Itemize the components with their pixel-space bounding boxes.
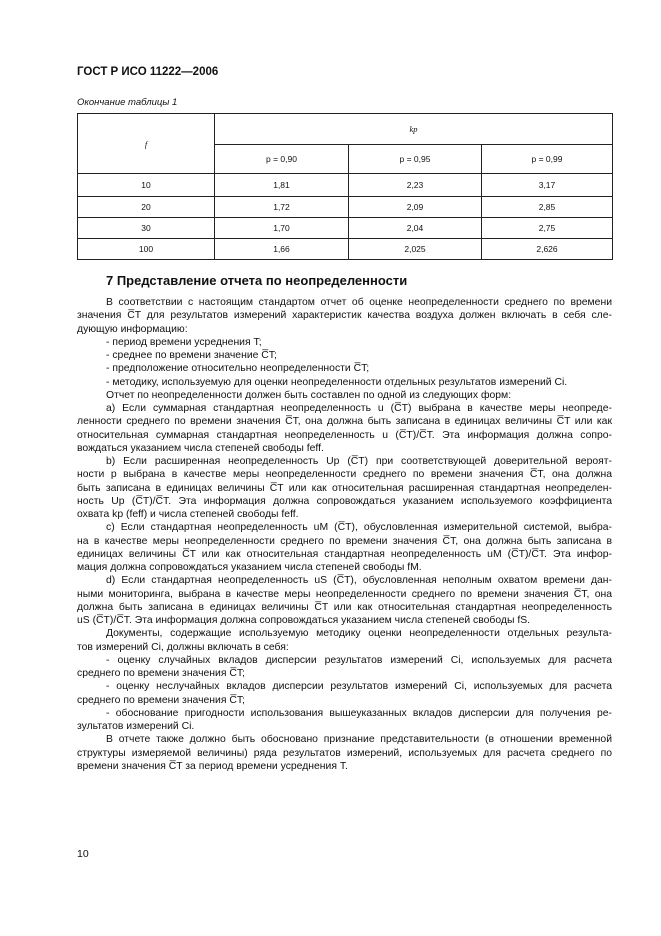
table-cell: 30 [78, 218, 215, 239]
text-line: d) Если стандартная неопределенность uS (C̅T), обусловленная неполным охватом времени дан- [106, 575, 612, 587]
text-line: a) Если суммарная стандартная неопределенность u (C̅T) выбрана в качестве меры неопреде- [106, 403, 612, 414]
text-line: среднего по времени значения C̅T; [77, 694, 245, 706]
text-line: - оценку неслучайных вкладов дисперсии результатов измерений Ci, используемых для расчета [106, 681, 612, 693]
text-line: среднего по времени значения C̅T; [77, 668, 245, 679]
text-line: единицах величины C̅T или как относительная стандартная неопределенность uM (C̅T)/C̅T. Эта инфор- [77, 548, 612, 560]
table-row [78, 174, 613, 197]
page-number: 10 [77, 848, 89, 860]
text-line: дующую информацию: [77, 323, 188, 335]
text-line: uS (C̅T)/C̅T. Эта информация должна сопровождаться указанием числа степеней свободы fS. [77, 615, 531, 626]
text-line: - период времени усреднения T; [106, 336, 262, 348]
table-cell: 2,85 [482, 197, 613, 218]
document-header: ГОСТ Р ИСО 11222—2006 [77, 66, 219, 78]
text-line: на в качестве меры неопределенности среднего по времени значения C̅T, она должна быть записана в [77, 535, 612, 547]
table-cell: 2,23 [349, 174, 482, 197]
text-line: охвата kp (feff) и числа степеней свободы feff. [77, 509, 299, 520]
text-line: В отчете также должно быть обосновано признание представительности (в отношении временной [106, 734, 612, 746]
text-line: - предположение относительно неопределенности C̅T; [106, 363, 370, 375]
text-line: быть записана в единицах величины C̅T или как относительная расширенная стандартная неопределен- [77, 482, 612, 494]
text-line: ности p выбрана в качестве меры неопределенности среднего по времени значения C̅T, она должна [77, 469, 612, 481]
header-f: f [78, 114, 215, 174]
text-line: структуры измеряемой величины) ряда результатов измерений, используемых для расчета среднего по [77, 747, 612, 759]
text-line: ными мониторинга, выбрана в качестве меры неопределенности среднего по времени значения C̅T, она [77, 588, 612, 600]
header-p95: p = 0,95 [349, 145, 482, 174]
table-cell: 1,70 [215, 218, 349, 239]
table-row [78, 218, 613, 239]
table-cell: 2,75 [482, 218, 613, 239]
text-line: ленности среднего по времени значения C̅T, она должна быть записана в единицах величины C̅T или как [77, 416, 612, 428]
text-line: зультатов измерений Ci. [77, 721, 195, 732]
table-row [78, 197, 613, 218]
table-cell: 20 [78, 197, 215, 218]
text-line: времени значения C̅T за период времени усреднения T. [77, 760, 348, 772]
text-line: Документы, содержащие используемую методику оценки неопределенности отдельных результа- [106, 628, 612, 640]
text-line: b) Если расширенная неопределенность Up (C̅T) при соответствующей доверительной вероят- [106, 456, 612, 467]
text-line: Отчет по неопределенности должен быть составлен по одной из следующих форм: [106, 389, 512, 401]
table-cell: 2,626 [482, 239, 613, 260]
text-line: мация должна сопровождаться указанием числа степеней свободы fM. [77, 562, 422, 573]
text-line: тов измерений Ci, должны включать в себя: [77, 641, 289, 653]
section-title: 7 Представление отчета по неопределенности [106, 273, 408, 288]
text-line: вождаться указанием числа степеней свободы feff. [77, 442, 324, 454]
table-cell: 2,04 [349, 218, 482, 239]
table-cell: 10 [78, 174, 215, 197]
text-line: значения C̅T для результатов измерений характеристик качества воздуха должен включать в себя сле- [77, 310, 612, 322]
table-caption: Окончание таблицы 1 [77, 97, 178, 108]
text-line: - методику, используемую для оценки неопределенности отдельных результатов измерений Ci. [106, 376, 568, 388]
text-line: - оценку случайных вкладов дисперсии результатов измерений Ci, используемых для расчета [106, 654, 612, 666]
text-line: - обоснование пригодности использования вышеуказанных вкладов дисперсии для получения ре- [106, 707, 612, 719]
table-cell: 1,81 [215, 174, 349, 197]
body-text [77, 296, 612, 773]
text-line: относительная суммарная стандартная неопределенность u (C̅T)/C̅T. Эта информация должна сопро- [77, 429, 612, 441]
header-p99: p = 0,99 [482, 145, 613, 174]
text-line: c) Если стандартная неопределенность uM (C̅T), обусловленная измерительной системой, выбра- [106, 522, 612, 534]
text-line: - среднее по времени значение C̅T; [106, 350, 277, 361]
header-p90: p = 0,90 [215, 145, 349, 174]
header-kp: kp [215, 114, 613, 145]
kp-table [77, 113, 613, 260]
table-cell: 1,66 [215, 239, 349, 260]
text-line: должна быть записана в единицах величины C̅T или как относительная стандартная неопределенность [77, 601, 612, 613]
text-line: ность Up (C̅T)/C̅T. Эта информация должна сопровождаться указанием используемого коэффициента [77, 495, 612, 507]
table-cell: 2,025 [349, 239, 482, 260]
table-cell: 100 [78, 239, 215, 260]
table-cell: 1,72 [215, 197, 349, 218]
table-cell: 3,17 [482, 174, 613, 197]
table-row [78, 239, 613, 260]
text-line: В соответствии с настоящим стандартом отчет об оценке неопределенности среднего по времени [106, 297, 612, 308]
table-cell: 2,09 [349, 197, 482, 218]
